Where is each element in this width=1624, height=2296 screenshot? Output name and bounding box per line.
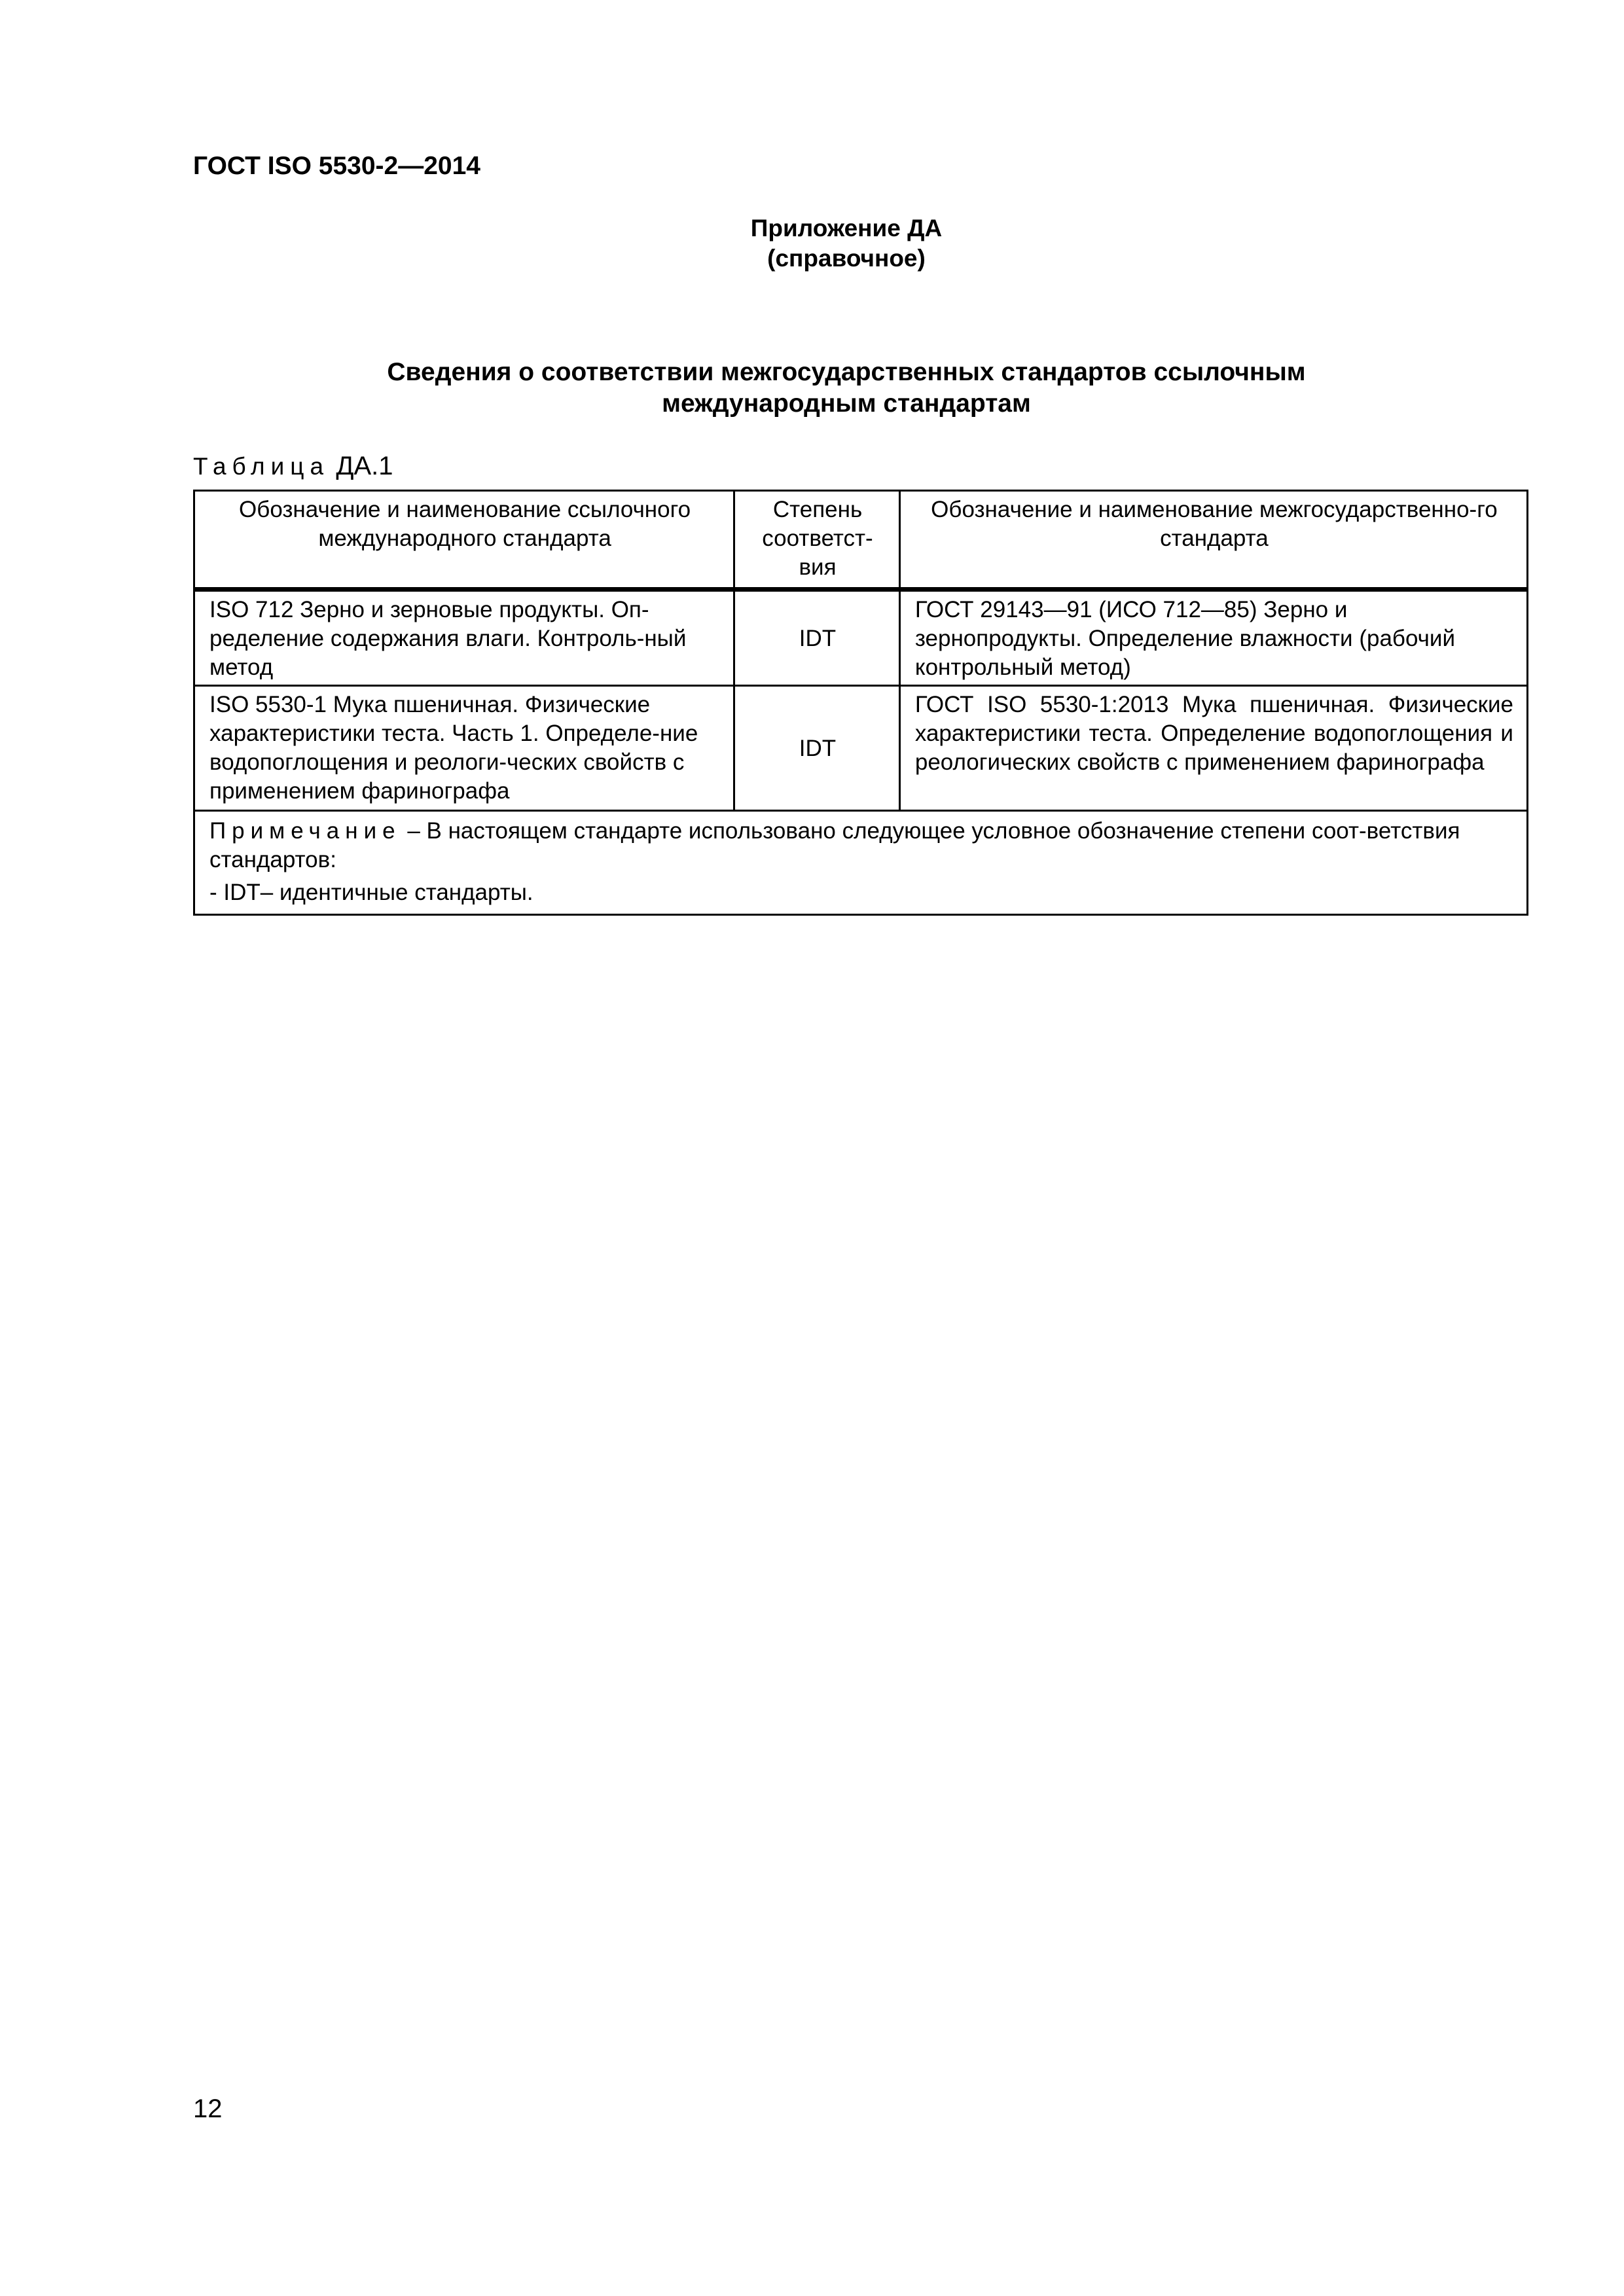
note-item: - IDT– идентичные стандарты. — [209, 880, 533, 905]
note-label: Примечание — [209, 818, 401, 844]
table-caption — [193, 452, 393, 481]
standards-correspondence-table — [193, 490, 1528, 916]
cell-international-standard: ISO 712 Зерно и зерновые продукты. Оп-ределение содержания влаги. Контроль-ный метод — [194, 590, 734, 686]
table-row — [194, 686, 1528, 811]
note-body: – В настоящем стандарте использовано следующее условное обозначение степени соот-ветствия стандартов: — [209, 818, 1460, 872]
cell-international-standard: ISO 5530-1 Мука пшеничная. Физические характеристики теста. Часть 1. Определе-ние водопоглощения и реологи-ческих свойств с применением фаринографа — [194, 686, 734, 811]
cell-interstate-standard: ГОСТ 29143—91 (ИСО 712—85) Зерно и зернопродукты. Определение влажности (рабочий контрольный метод) — [899, 590, 1527, 686]
appendix-heading-line2: международным стандартам — [662, 389, 1031, 418]
table-note — [194, 811, 1528, 915]
table-note-row — [194, 811, 1528, 915]
table-caption-number: ДА.1 — [336, 452, 393, 480]
table-row — [194, 590, 1528, 686]
appendix-heading-line1: Сведения о соответствии межгосударственных стандартов ссылочным — [387, 358, 1306, 386]
table-header-row — [194, 491, 1528, 590]
appendix-title: Приложение ДА — [750, 215, 943, 242]
appendix-heading — [288, 357, 1405, 420]
cell-degree: IDT — [734, 590, 900, 686]
header-international-standard: Обозначение и наименование ссылочного международного стандарта — [194, 491, 734, 590]
header-interstate-standard: Обозначение и наименование межгосударственно-го стандарта — [899, 491, 1527, 590]
appendix-status: (справочное) — [767, 245, 926, 272]
document-code: ГОСТ ISO 5530-2—2014 — [193, 152, 480, 180]
page-number: 12 — [193, 2094, 223, 2123]
cell-interstate-standard: ГОСТ ISO 5530-1:2013 Мука пшеничная. Физические характеристики теста. Определение водопоглощения и реологических свойств с применением фаринографа — [899, 686, 1527, 811]
header-degree: Степень соответст-вия — [734, 491, 900, 590]
table-caption-word: Таблица — [193, 453, 330, 480]
cell-degree: IDT — [734, 686, 900, 811]
note-text — [209, 817, 1513, 874]
